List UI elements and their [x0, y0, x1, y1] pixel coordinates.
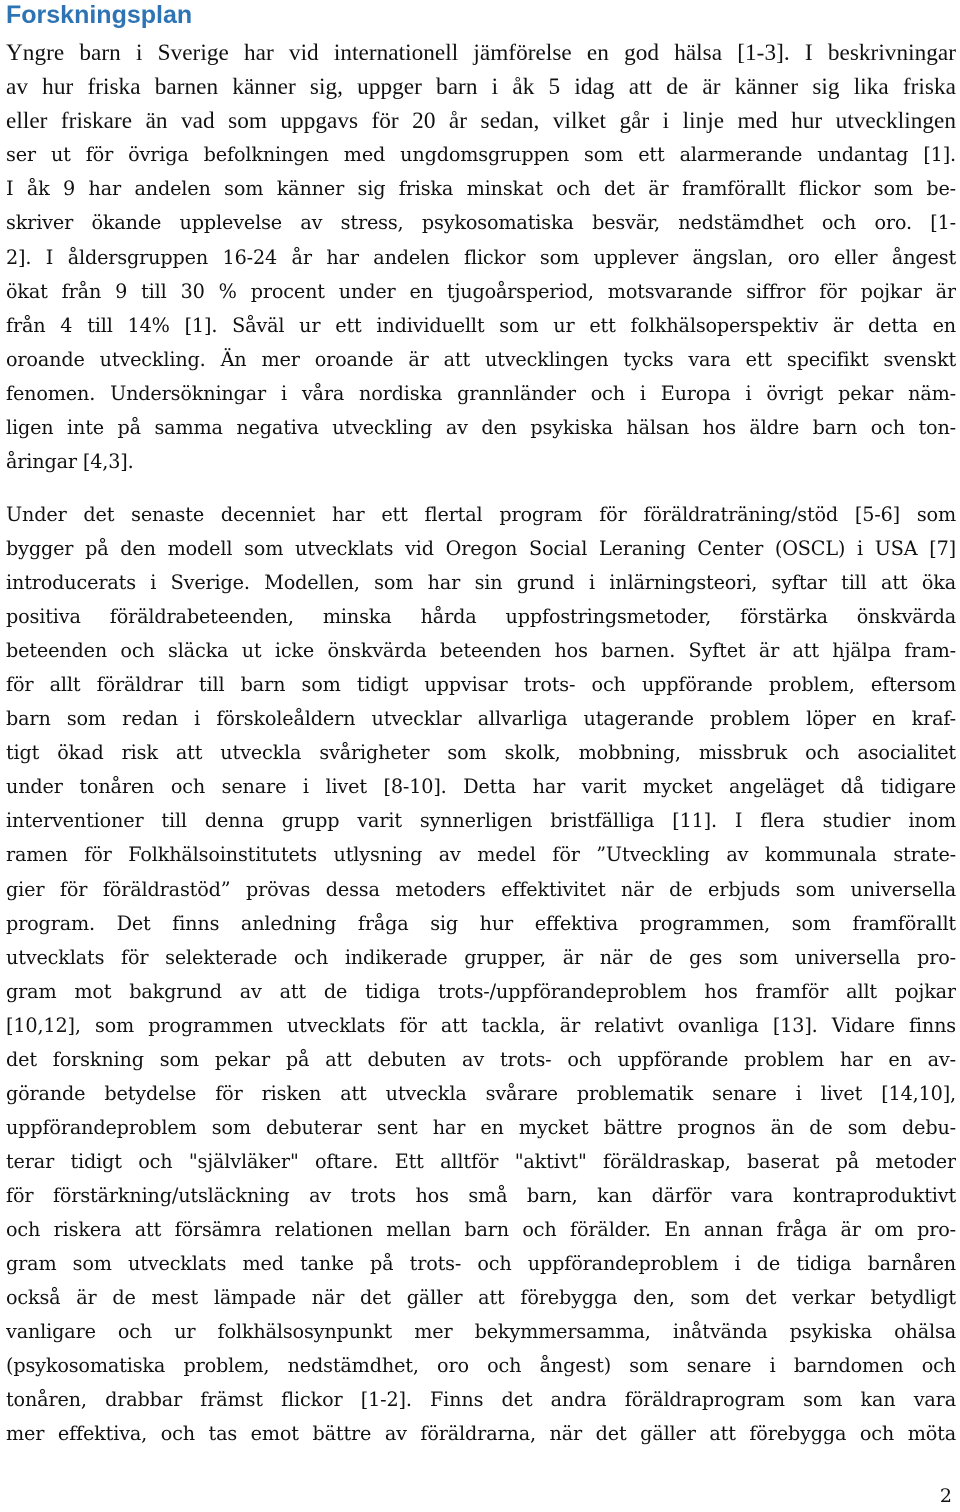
paragraph-1-line: åringar [4,3].: [6, 450, 134, 474]
paragraph-2-line: gram mot bakgrund av att de tidiga trots-/uppförandeproblem hos framför allt pojkar: [6, 979, 956, 1003]
paragraph-2-line: gier för föräldrastöd” prövas dessa metoders effektivitet när de erbjuds som universella: [6, 877, 956, 901]
paragraph-1-line: ligen inte på samma negativa utveckling av den psykiska hälsan hos äldre barn och ton-: [6, 416, 956, 440]
paragraph-2-line: tonåren, drabbar främst flickor [1-2]. Finns det andra föräldraprogram som kan vara: [6, 1388, 956, 1412]
paragraph-2-line: mer effektiva, och tas emot bättre av föräldrarna, när det gäller att förebygga och möta: [6, 1422, 956, 1446]
paragraph-2: [6, 498, 956, 1451]
paragraph-1-line: eller friskare än vad som uppgavs för 20 år sedan, vilket går i linje med hur utvecklingen: [6, 108, 956, 135]
paragraph-1-line: oroande utveckling. Än mer oroande är att utvecklingen tycks vara ett specifikt svenskt: [6, 347, 956, 371]
paragraph-2-line: bygger på den modell som utvecklats vid Oregon Social Leraning Center (OSCL) i USA [7]: [6, 537, 956, 561]
paragraph-2-line: program. Det finns anledning fråga sig hur effektiva programmen, som framförallt: [6, 911, 956, 935]
paragraph-2-line: det forskning som pekar på att debuten av trots- och uppförande problem har en av-: [6, 1047, 956, 1071]
paragraph-2-line: uppförandeproblem som debuterar sent har en mycket bättre prognos än de som debu-: [6, 1115, 956, 1139]
paragraph-2-line: terar tidigt och "självläker" oftare. Ett alltför "aktivt" föräldraskap, baserat på metoder: [6, 1149, 956, 1173]
paragraph-2-line: under tonåren och senare i livet [8-10]. Detta har varit mycket angeläget då tidigare: [6, 775, 956, 799]
paragraph-2-line: utvecklats för selekterade och indikerade grupper, är när de ges som universella pro-: [6, 945, 956, 969]
paragraph-2-line: för allt föräldrar till barn som tidigt uppvisar trots- och uppförande problem, eftersom: [6, 673, 956, 697]
paragraph-1-line: ökat från 9 till 30 % procent under en tjugoårsperiod, motsvarande siffror för pojkar är: [6, 279, 956, 303]
paragraph-1: [6, 36, 956, 479]
paragraph-1-line: ser ut för övriga befolkningen med ungdomsgruppen som ett alarmerande undantag [1].: [6, 143, 956, 167]
paragraph-1-line: skriver ökande upplevelse av stress, psykosomatiska besvär, nedstämdhet och oro. [1-: [6, 211, 956, 235]
paragraph-2-line: vanligare och ur folkhälsosynpunkt mer bekymmersamma, inåtvända psykiska ohälsa: [6, 1320, 956, 1344]
paragraph-1-line: från 4 till 14% [1]. Såväl ur ett individuellt som ur ett folkhälsoperspektiv är detta en: [6, 313, 956, 337]
paragraph-1-line: I åk 9 har andelen som känner sig friska minskat och det är framförallt flickor som be-: [6, 177, 956, 201]
section-heading: Forskningsplan: [6, 1, 193, 29]
paragraph-2-line: för förstärkning/utsläckning av trots hos små barn, kan därför vara kontraproduktivt: [6, 1183, 956, 1207]
paragraph-2-line: introducerats i Sverige. Modellen, som har sin grund i inlärningsteori, syftar till att öka: [6, 571, 956, 595]
paragraph-2-line: [10,12], som programmen utvecklats för att tackla, är relativt ovanliga [13]. Vidare finns: [6, 1013, 956, 1037]
paragraph-2-line: görande betydelse för risken att utveckla svårare problematik senare i livet [14,10],: [6, 1081, 956, 1105]
paragraph-2-line: tigt ökad risk att utveckla svårigheter som skolk, mobbning, missbruk och asocialitet: [6, 741, 956, 765]
paragraph-2-line: (psykosomatiska problem, nedstämdhet, oro och ångest) som senare i barndomen och: [6, 1354, 956, 1378]
paragraph-2-line: också är de mest lämpade när det gäller att förebygga den, som det verkar betydligt: [6, 1286, 956, 1310]
paragraph-1-line: av hur friska barnen känner sig, uppger barn i åk 5 idag att de är känner sig lika friska: [6, 74, 956, 101]
page-number: 2: [939, 1485, 952, 1507]
paragraph-2-line: interventioner till denna grupp varit synnerligen bristfälliga [11]. I flera studier inom: [6, 809, 956, 833]
paragraph-2-line: och riskera att försämra relationen mellan barn och förälder. En annan fråga är om pro-: [6, 1217, 956, 1241]
paragraph-1-line: Yngre barn i Sverige har vid internationell jämförelse en god hälsa [1-3]. I beskrivningar: [6, 40, 956, 66]
paragraph-2-line: ramen för Folkhälsoinstitutets utlysning av medel för ”Utveckling av kommunala strate-: [6, 843, 956, 867]
paragraph-1-line: 2]. I åldersgruppen 16-24 år har andelen flickor som upplever ängslan, oro eller ångest: [6, 245, 956, 269]
paragraph-2-line: beteenden och släcka ut icke önskvärda beteenden hos barnen. Syftet är att hjälpa fram-: [6, 639, 956, 663]
paragraph-2-line: positiva föräldrabeteenden, minska hårda uppfostringsmetoder, förstärka önskvärda: [6, 605, 956, 629]
paragraph-1-line: fenomen. Undersökningar i våra nordiska grannländer och i Europa i övrigt pekar näm-: [6, 381, 956, 405]
paragraph-2-line: barn som redan i förskoleåldern utvecklar allvarliga utagerande problem löper en kraf-: [6, 707, 956, 731]
paragraph-2-line: gram som utvecklats med tanke på trots- och uppförandeproblem i de tidiga barnåren: [6, 1252, 956, 1276]
paragraph-2-line: Under det senaste decenniet har ett flertal program för föräldraträning/stöd [5-6] som: [6, 503, 956, 526]
